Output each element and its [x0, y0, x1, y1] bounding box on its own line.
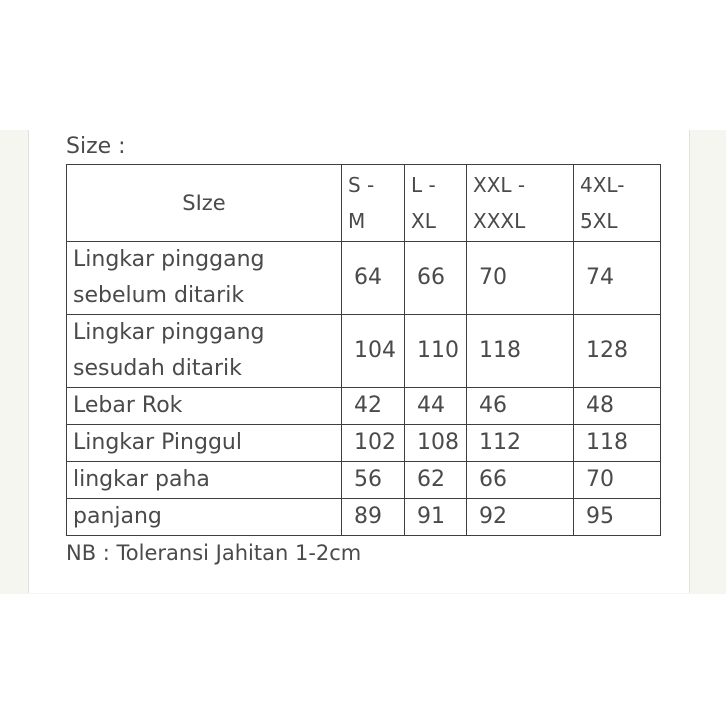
column-header-line: 4XL-: [580, 173, 625, 197]
row-label: [67, 425, 342, 462]
tolerance-note: NB : Toleransi Jahitan 1-2cm: [66, 541, 362, 565]
row-label-line: panjang: [73, 504, 162, 529]
column-header-line: XL: [411, 209, 436, 233]
measurement-cell: 66: [405, 242, 467, 315]
measurement-cell: 46: [467, 388, 574, 425]
row-label-line: Lingkar pinggang: [73, 247, 265, 272]
row-label: [67, 388, 342, 425]
column-header: [467, 165, 574, 242]
measurement-cell: 112: [467, 425, 574, 462]
row-label-line: sesudah ditarik: [73, 356, 242, 381]
measurement-cell: 64: [342, 242, 405, 315]
row-label: [67, 315, 342, 388]
measurement-cell: 102: [342, 425, 405, 462]
table-header-size-label: SIze: [67, 165, 342, 242]
row-label: [67, 499, 342, 536]
size-chart-table: [66, 164, 661, 536]
table-header-row: [67, 165, 661, 242]
measurement-cell: 91: [405, 499, 467, 536]
size-heading: Size :: [66, 134, 126, 159]
table-row: [67, 242, 661, 315]
row-label-line: Lingkar Pinggul: [73, 430, 242, 455]
column-header-line: XXL -: [473, 173, 526, 197]
column-header-line: 5XL: [580, 209, 618, 233]
table-row: [67, 462, 661, 499]
row-label-line: Lebar Rok: [73, 393, 183, 418]
column-header: [405, 165, 467, 242]
table-row: [67, 425, 661, 462]
measurement-cell: 70: [574, 462, 661, 499]
measurement-cell: 74: [574, 242, 661, 315]
row-label: [67, 462, 342, 499]
measurement-cell: 108: [405, 425, 467, 462]
measurement-cell: 110: [405, 315, 467, 388]
measurement-cell: 56: [342, 462, 405, 499]
measurement-cell: 48: [574, 388, 661, 425]
row-label-line: sebelum ditarik: [73, 283, 245, 308]
column-header-line: L -: [411, 173, 436, 197]
row-label-line: Lingkar pinggang: [73, 320, 265, 345]
measurement-cell: 92: [467, 499, 574, 536]
row-label-line: lingkar paha: [73, 467, 210, 492]
measurement-cell: 62: [405, 462, 467, 499]
table-body: [67, 242, 661, 536]
column-header: [574, 165, 661, 242]
measurement-cell: 42: [342, 388, 405, 425]
column-header-line: XXXL: [473, 209, 526, 233]
table-row: [67, 499, 661, 536]
measurement-cell: 44: [405, 388, 467, 425]
column-header: [342, 165, 405, 242]
table-row: [67, 388, 661, 425]
column-header-line: S -: [348, 173, 375, 197]
row-label: [67, 242, 342, 315]
measurement-cell: 89: [342, 499, 405, 536]
measurement-cell: 95: [574, 499, 661, 536]
table-row: [67, 315, 661, 388]
measurement-cell: 118: [467, 315, 574, 388]
column-header-line: M: [348, 209, 366, 233]
measurement-cell: 104: [342, 315, 405, 388]
measurement-cell: 118: [574, 425, 661, 462]
measurement-cell: 70: [467, 242, 574, 315]
measurement-cell: 128: [574, 315, 661, 388]
measurement-cell: 66: [467, 462, 574, 499]
